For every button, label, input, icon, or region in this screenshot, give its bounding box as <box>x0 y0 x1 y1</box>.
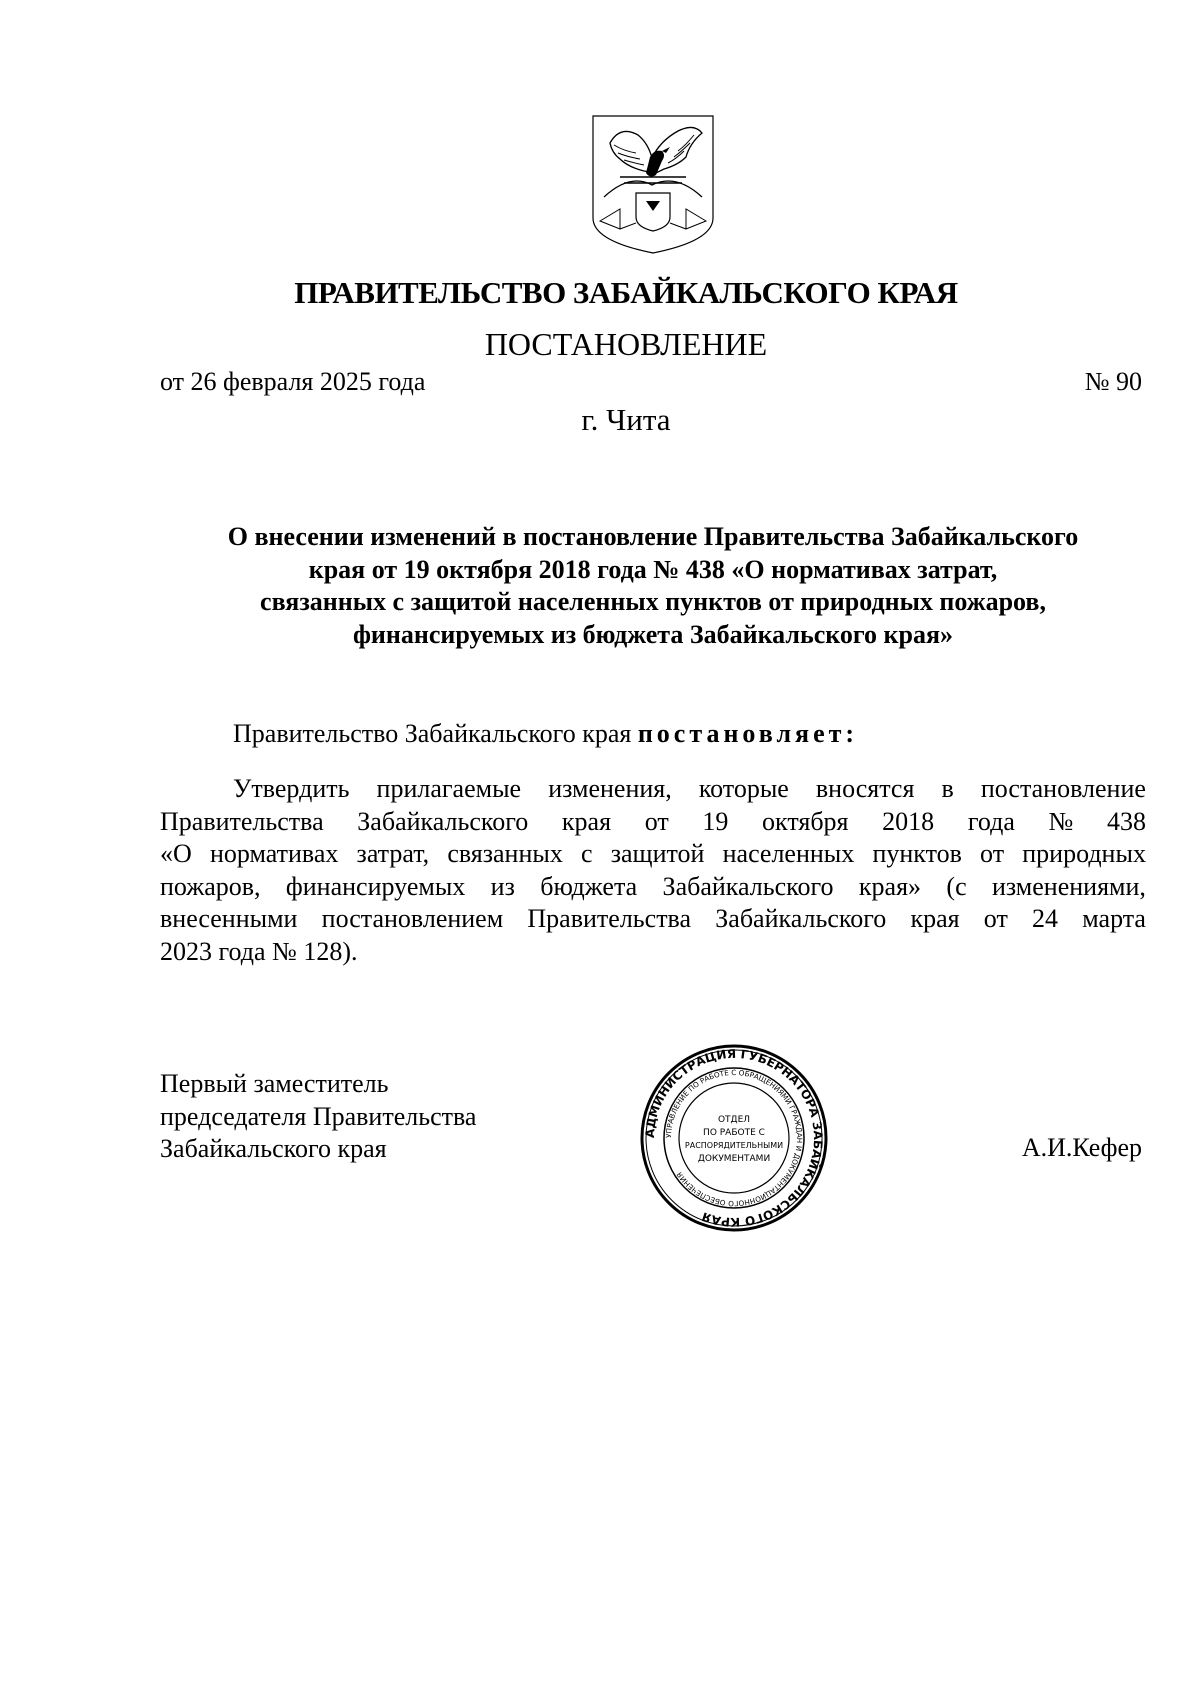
body-word: (с <box>946 871 967 901</box>
body-word: Правительства <box>160 806 324 836</box>
subject-line: края от 19 октября 2018 года № 438 «О нормативах затрат, <box>308 554 998 584</box>
document-subject <box>160 521 1146 651</box>
body-word: края» <box>858 871 922 901</box>
stamp-center-line: ОТДЕЛ <box>717 1115 751 1125</box>
body-word: изменения, <box>548 774 672 803</box>
decree-keyword: постановляет: <box>637 719 859 748</box>
body-word: от <box>983 904 1008 933</box>
body-word: внесенными <box>160 904 298 933</box>
subject-line: связанных с защитой населенных пунктов от природных пожаров, <box>260 587 1046 616</box>
body-word: постановление <box>980 774 1146 803</box>
stamp-middle-text: УПРАВЛЕНИЕ ПО РАБОТЕ С ОБРАЩЕНИЯМИ ГРАЖДАН И ДОКУМЕНТАЦИОННОГО ОБЕСПЕЧЕНИЯ <box>663 1067 805 1209</box>
body-word: изменениями, <box>991 871 1146 901</box>
stamp-center-line: ДОКУМЕНТАМИ <box>697 1154 771 1164</box>
government-title: ПРАВИТЕЛЬСТВО ЗАБАЙКАЛЬСКОГО КРАЯ <box>294 275 958 310</box>
body-word: вносятся <box>815 774 915 803</box>
stamp-center-line: РАСПОРЯДИТЕЛЬНЫМИ <box>684 1141 784 1150</box>
body-word: из <box>490 871 515 901</box>
subject-line: О внесении изменений в постановление Правительства Забайкальского <box>227 522 1079 551</box>
document-city: г. Чита <box>581 402 671 437</box>
body-word: марта <box>1082 904 1146 933</box>
body-word: Забайкальского <box>357 806 529 836</box>
body-line <box>160 871 1146 904</box>
official-stamp <box>640 1044 828 1232</box>
body-line: 2023 года № 128). <box>160 936 358 966</box>
signer-position-line: Первый заместитель <box>160 1069 389 1098</box>
stamp-outer-text: АДМИНИСТРАЦИЯ ГУБЕРНАТОРА ЗАБАЙКАЛЬСКОГО КРАЯ <box>642 1046 826 1230</box>
subject-line: финансируемых из бюджета Забайкальского края» <box>352 619 954 649</box>
body-word: края <box>561 806 612 836</box>
decree-body <box>160 773 1146 968</box>
document-date: от 26 февраля 2025 года <box>160 367 426 396</box>
body-word: года <box>967 806 1015 836</box>
body-word: бюджета <box>540 871 638 901</box>
body-word: от <box>980 839 1005 868</box>
body-word: прилагаемые <box>376 774 522 803</box>
body-word: 2018 <box>882 806 935 836</box>
decree-statement <box>233 719 858 749</box>
body-word: населенных <box>722 839 855 868</box>
body-word: от <box>644 806 669 836</box>
body-word: в <box>941 774 954 803</box>
body-word: 19 <box>702 806 729 836</box>
body-line <box>160 903 1146 936</box>
signer-name: А.И.Кефер <box>1021 1133 1142 1162</box>
signer-position <box>160 1068 476 1166</box>
signer-position-line: Забайкальского края <box>160 1134 387 1163</box>
body-word: края <box>910 904 960 933</box>
body-word: № <box>1048 806 1074 836</box>
body-word: природных <box>1022 839 1146 868</box>
stamp-center-line: ПО РАБОТЕ С <box>703 1128 765 1138</box>
body-word: «О <box>160 839 192 868</box>
body-line <box>160 806 1146 839</box>
body-line <box>160 838 1146 871</box>
body-word: 24 <box>1032 904 1059 933</box>
decree-prefix: Правительство Забайкальского края <box>233 719 632 748</box>
body-word: связанных <box>447 839 563 868</box>
body-word: Правительства <box>527 904 692 933</box>
body-word: с <box>581 839 593 868</box>
document-number: № 90 <box>1084 367 1142 396</box>
body-word: нормативах <box>209 839 339 868</box>
body-word: 438 <box>1107 806 1146 836</box>
body-word: затрат, <box>356 839 430 868</box>
coat-of-arms-icon <box>590 113 716 256</box>
signer-position-line: председателя Правительства <box>160 1101 477 1131</box>
document-type: ПОСТАНОВЛЕНИЕ <box>484 326 768 362</box>
body-line <box>160 773 1146 806</box>
body-word: пунктов <box>872 839 962 868</box>
body-word: пожаров, <box>160 871 261 901</box>
body-word: Утвердить <box>233 774 350 803</box>
body-word: Забайкальского <box>662 871 834 901</box>
body-word: которые <box>698 774 789 803</box>
body-word: защитой <box>610 839 705 868</box>
body-word: финансируемых <box>285 871 466 901</box>
body-word: Забайкальского <box>715 904 887 933</box>
body-word: октября <box>762 806 849 836</box>
body-word: постановлением <box>321 904 504 933</box>
